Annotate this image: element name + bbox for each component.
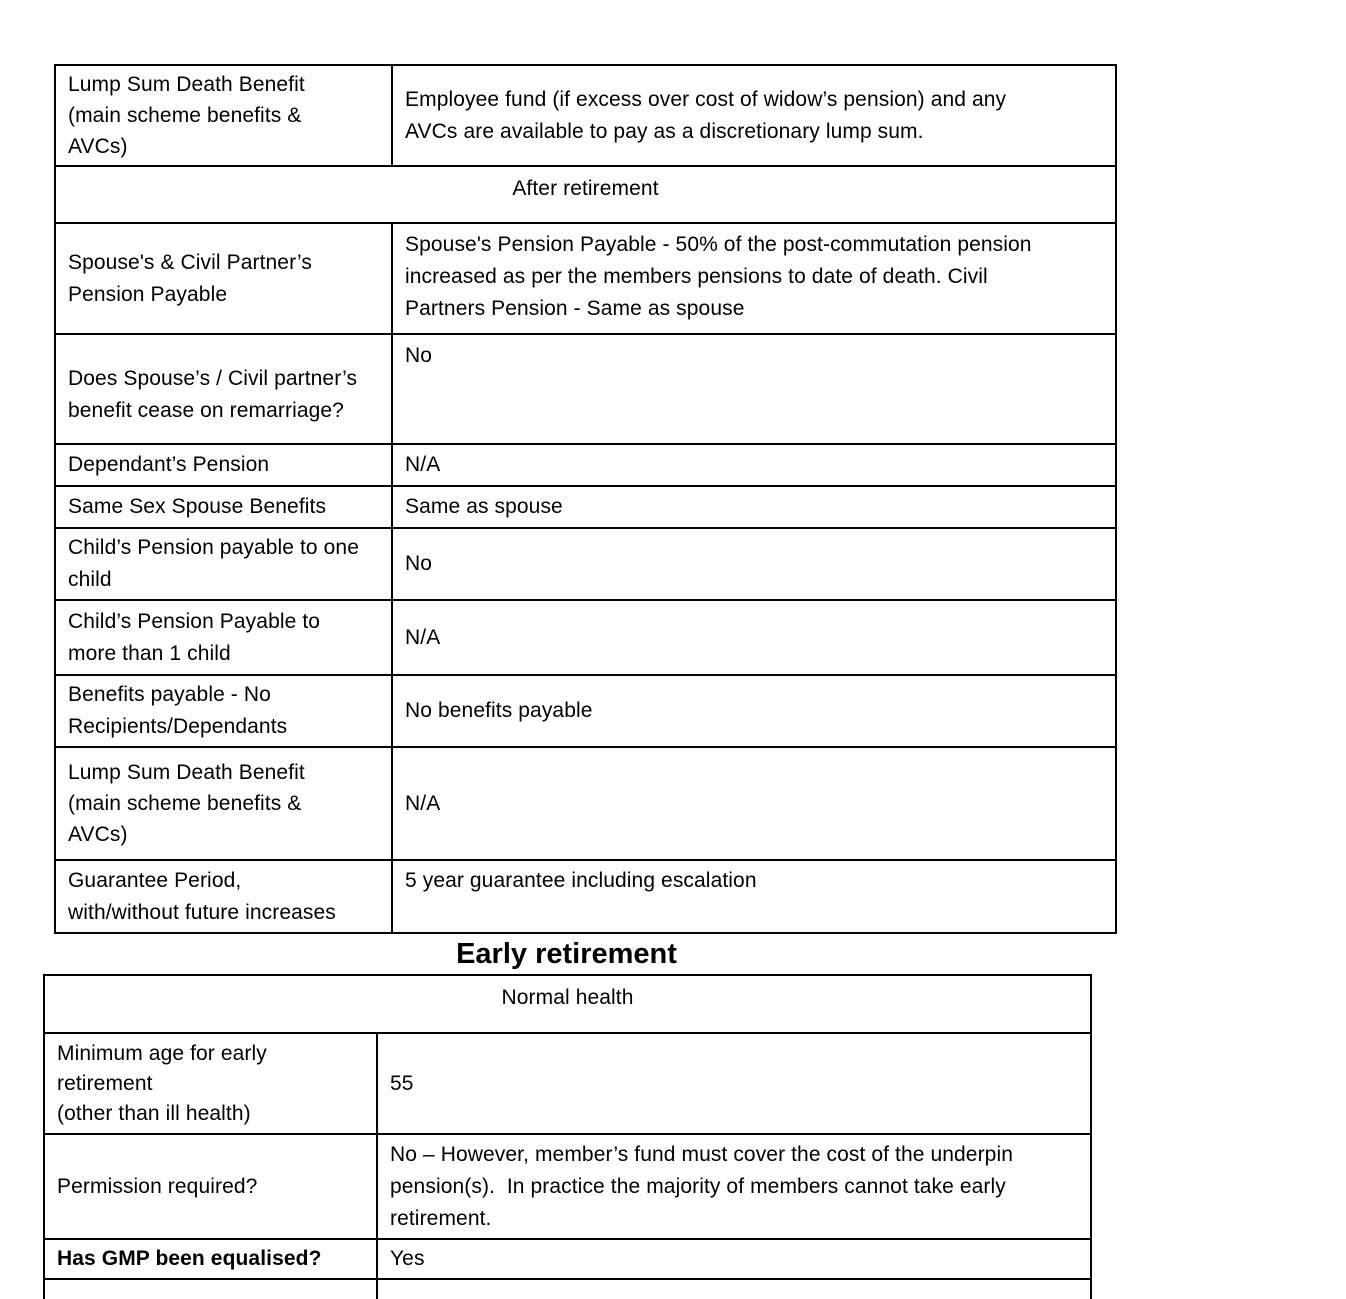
table-row (55, 675, 1116, 747)
row-label-no-recipients: Benefits payable - No Recipients/Dependants (55, 675, 392, 747)
table-row (55, 486, 1116, 528)
row-value-spouse-pension: Spouse's Pension Payable - 50% of the post-commutation pension increased as per the members pensions to date of death. Civil Partners Pension - Same as spouse (392, 223, 1116, 334)
table-row (44, 975, 1091, 1033)
table-row (55, 860, 1116, 933)
early-retirement-table (43, 974, 1092, 1299)
row-value-lump-sum-death-benefit: Employee fund (if excess over cost of widow’s pension) and any AVCs are available to pay as a discretionary lump sum. (392, 65, 1116, 166)
row-label-lump-sum-death-benefit: Lump Sum Death Benefit (main scheme benefits & AVCs) (55, 65, 392, 166)
row-value-lump-sum-after: N/A (392, 747, 1116, 860)
section-header-after-retirement: After retirement (55, 166, 1116, 223)
row-value-dependants-pension: N/A (392, 444, 1116, 486)
row-value-guarantee-period: 5 year guarantee including escalation (392, 860, 1116, 933)
row-label-minimum-age: Minimum age for early retirement (other than ill health) (44, 1033, 377, 1134)
row-label-gmp-equalised: Has GMP been equalised? (44, 1239, 377, 1279)
row-value-remarriage: No (392, 334, 1116, 444)
row-label-dependants-pension: Dependant’s Pension (55, 444, 392, 486)
row-value-gmp-equalised: Yes (377, 1239, 1091, 1279)
row-label-lump-sum-after: Lump Sum Death Benefit (main scheme benefits & AVCs) (55, 747, 392, 860)
row-label-guarantee-period: Guarantee Period, with/without future increases (55, 860, 392, 933)
section-header-normal-health: Normal health (44, 975, 1091, 1033)
row-value-continued (377, 1279, 1091, 1299)
row-label-remarriage: Does Spouse’s / Civil partner’s benefit cease on remarriage? (55, 334, 392, 444)
table-row (55, 223, 1116, 334)
row-label-childs-pension-multiple: Child’s Pension Payable to more than 1 child (55, 600, 392, 675)
table-row (55, 747, 1116, 860)
section-heading-early-retirement: Early retirement (456, 938, 677, 970)
table-row (44, 1033, 1091, 1134)
row-value-childs-pension-one: No (392, 528, 1116, 600)
row-value-childs-pension-multiple: N/A (392, 600, 1116, 675)
table-row (55, 166, 1116, 223)
table-row (55, 334, 1116, 444)
row-value-same-sex-spouse: Same as spouse (392, 486, 1116, 528)
table-row (55, 528, 1116, 600)
row-label-permission-required: Permission required? (44, 1134, 377, 1239)
table-row (55, 444, 1116, 486)
after-retirement-table (54, 64, 1117, 934)
row-label-continued (44, 1279, 377, 1299)
row-value-permission-required: No – However, member’s fund must cover the cost of the underpin pension(s). In practice the majority of members cannot take early retirement. (377, 1134, 1091, 1239)
table-row (44, 1134, 1091, 1239)
table-row (44, 1279, 1091, 1299)
row-label-spouse-pension: Spouse's & Civil Partner’s Pension Payable (55, 223, 392, 334)
row-value-minimum-age: 55 (377, 1033, 1091, 1134)
row-label-childs-pension-one: Child’s Pension payable to one child (55, 528, 392, 600)
table-row (44, 1239, 1091, 1279)
table-row (55, 65, 1116, 166)
row-label-same-sex-spouse: Same Sex Spouse Benefits (55, 486, 392, 528)
row-value-no-recipients: No benefits payable (392, 675, 1116, 747)
table-row (55, 600, 1116, 675)
